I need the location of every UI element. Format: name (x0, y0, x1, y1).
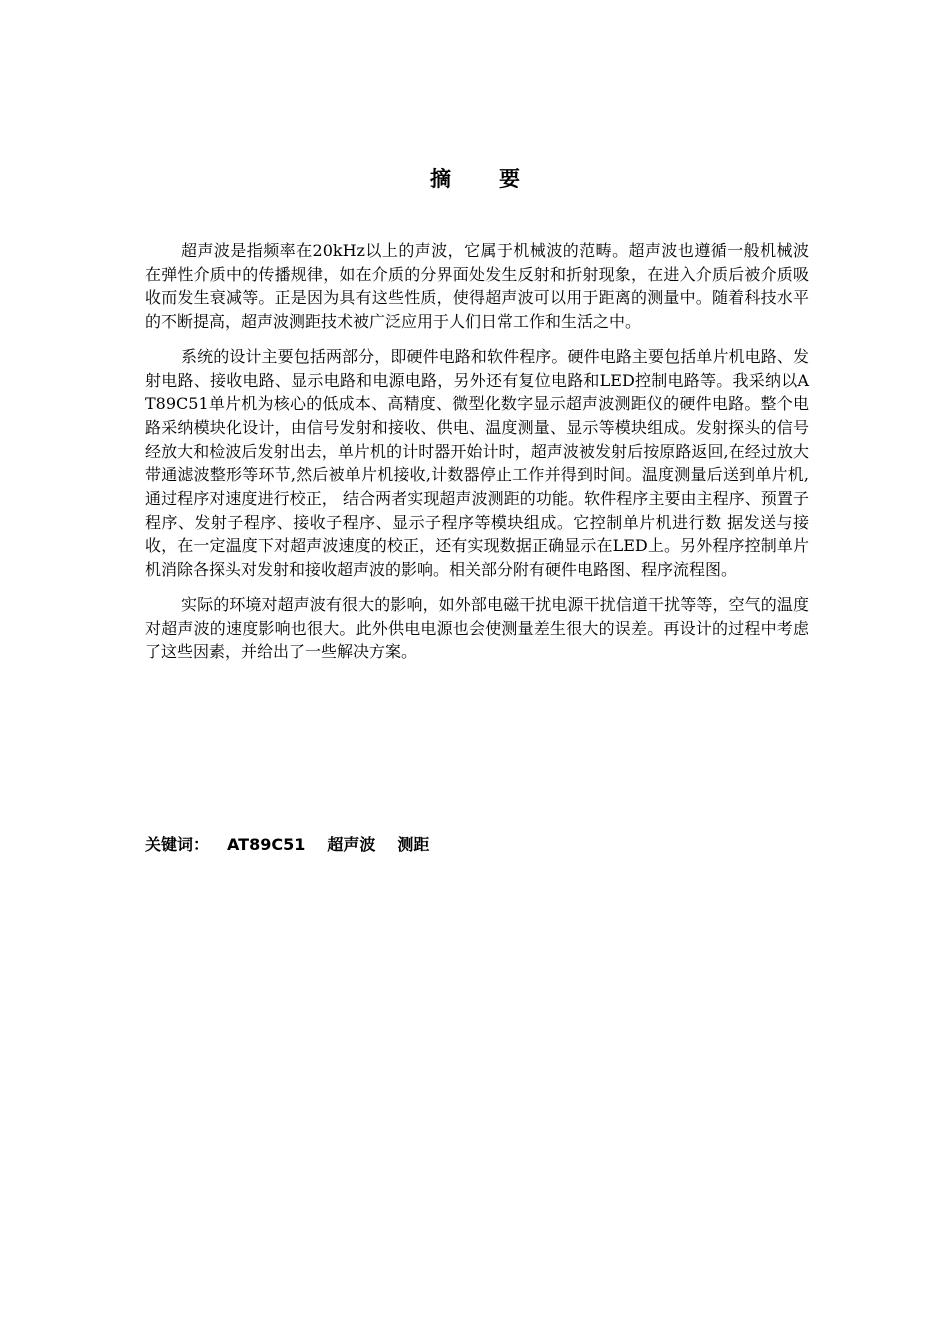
keywords-label: 关键词： (145, 835, 210, 854)
abstract-paragraph-1: 超声波是指频率在20kHz以上的声波，它属于机械波的范畴。超声波也遵循一般机械波在弹性介质中的传播规律，如在介质的分界面处发生反射和折射现象，在进入介质后被介质吸收而发生衰减等。正是因为具有这些性质，使得超声波可以用于距离的测量中。随着科技水平的不断提高，超声波测距技术被广泛应用于人们日常工作和生活之中。 (145, 241, 809, 332)
keyword-item: 测距 (397, 835, 430, 854)
page-title (0, 163, 950, 193)
abstract-paragraph-2: 系统的设计主要包括两部分，即硬件电路和软件程序。硬件电路主要包括单片机电路、发射电路、接收电路、显示电路和电源电路，另外还有复位电路和LED控制电路等。我采纳以AT89C51单片机为核心的低成本、高精度、微型化数字显示超声波测距仪的硬件电路。整个电路采纳模块化设计，由信号发射和接收、供电、温度测量、显示等模块组成。发射探头的信号经放大和检波后发射出去，单片机的计时器开始计时，超声波被发射后按原路返回,在经过放大带通滤波整形等环节,然后被单片机接收,计数器停止工作并得到时间。温度测量后送到单片机,通过程序对速度进行校正， 结合两者实现超声波测距的功能。软件程序主要由主程序、预置子程序、发射子程序、接收子程序、显示子程序等模块组成。它控制单片机进行数 据发送与接收，在一定温度下对超声波速度的校正，还有实现数据正确显示在LED上。另外程序控制单片机消除各探头对发射和接收超声波的影响。相关部分附有硬件电路图、程序流程图。 (145, 346, 809, 580)
keyword-item: AT89C51 (227, 835, 306, 854)
abstract-paragraph-3: 实际的环境对超声波有很大的影响，如外部电磁干扰电源干扰信道干扰等等，空气的温度对超声波的速度影响也很大。此外供电电源也会使测量差生很大的误差。再设计的过程中考虑了这些因素，并给出了一些解决方案。 (145, 594, 809, 662)
keywords-line (145, 832, 429, 855)
title-char-2: 要 (499, 167, 520, 191)
title-char-1: 摘 (430, 167, 451, 191)
keyword-item: 超声波 (327, 835, 376, 854)
abstract-body (145, 239, 809, 664)
